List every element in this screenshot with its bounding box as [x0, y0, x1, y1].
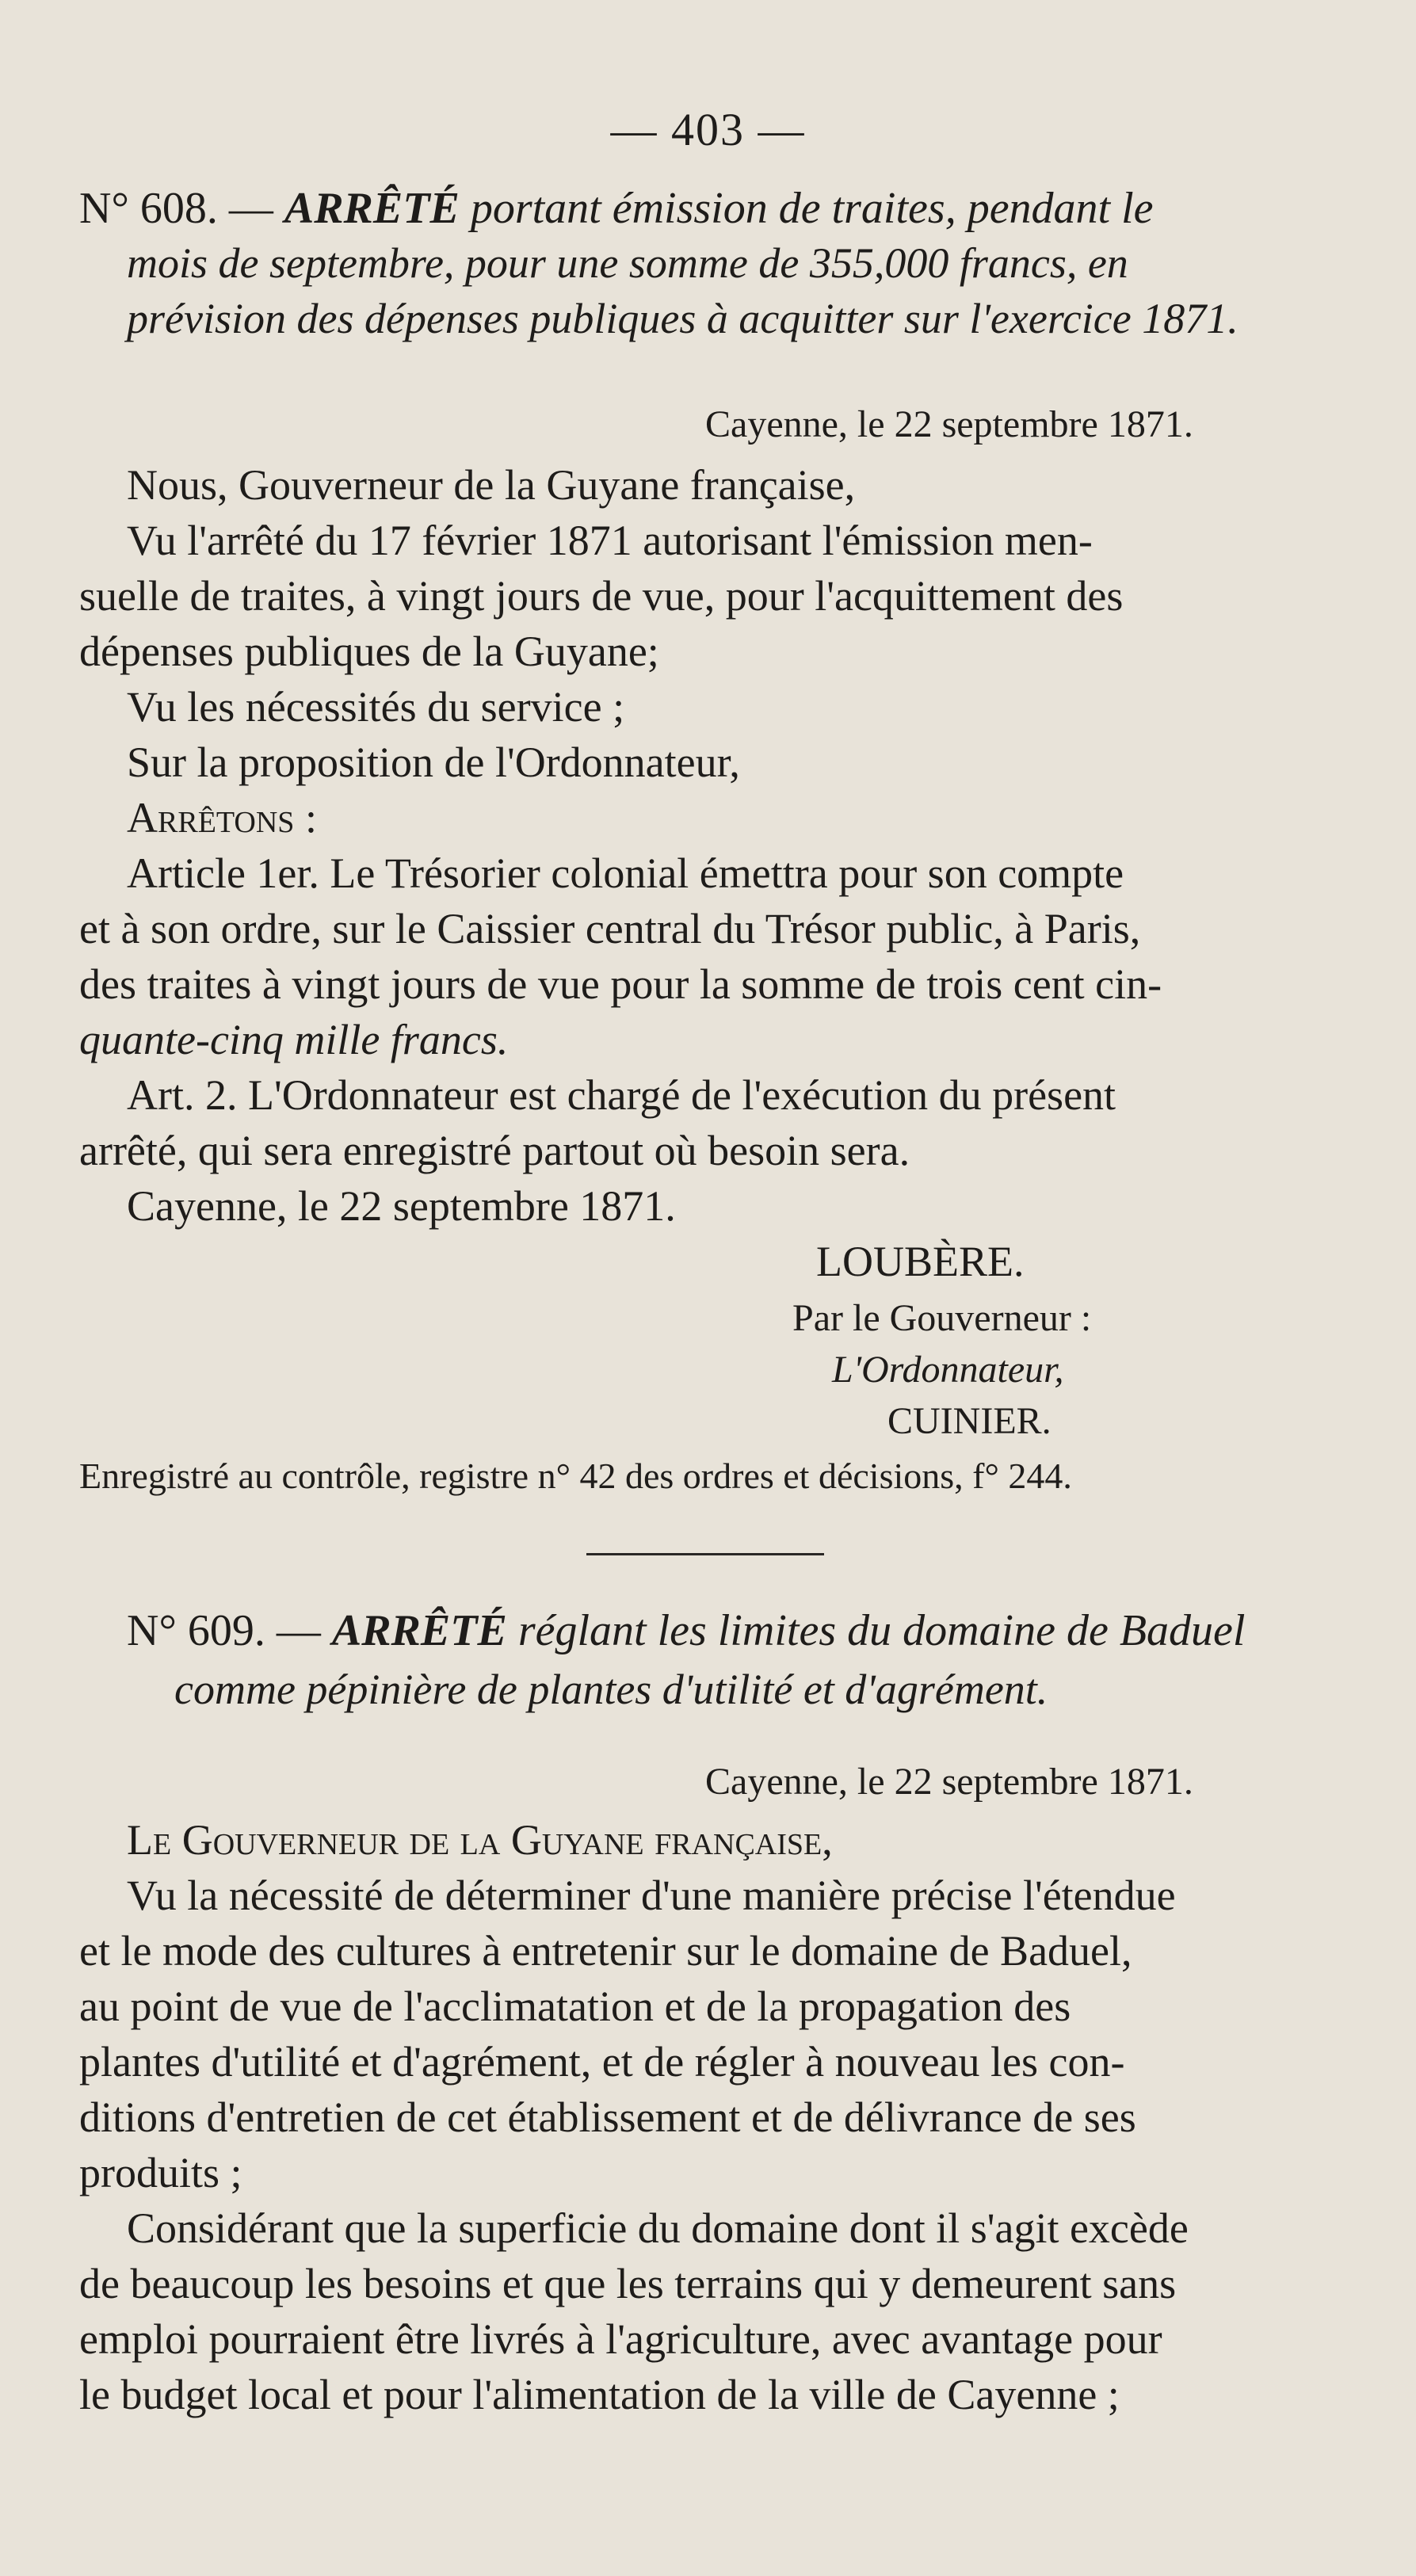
act-608-article-2-line-1: Art. 2. L'Ordonnateur est chargé de l'exécution du présent	[127, 1071, 1116, 1119]
act-608-number: N° 608.	[79, 184, 218, 233]
act-608-preamble-text: Nous, Gouverneur de la Guyane française,	[127, 461, 856, 509]
act-609-considerant-1-line-2: et le mode des cultures à entretenir sur le domaine de Baduel,	[79, 1927, 1132, 1975]
act-608-registration: Enregistré au contrôle, registre n° 42 des ordres et décisions, f° 244.	[79, 1456, 1072, 1496]
act-609-considerant-1-line-5: ditions d'entretien de cet établissement et de délivrance de ses	[79, 2093, 1136, 2141]
act-609-heading-rest: réglant les limites du domaine de Baduel	[517, 1606, 1246, 1655]
act-609-dash: —	[276, 1606, 321, 1655]
act-609-considerant-2-line-1: Considérant que la superficie du domaine dont il s'agit excède	[127, 2204, 1189, 2252]
act-608-closing-date: Cayenne, le 22 septembre 1871.	[127, 1182, 676, 1230]
page-number: — 403 —	[610, 104, 806, 155]
act-608-heading-rest: portant émission de traites, pendant le	[470, 184, 1154, 233]
act-609-title-word: ARRÊTÉ	[331, 1606, 507, 1655]
act-608-considerant-1-line-1: Vu l'arrêté du 17 février 1871 autorisant l'émission men-	[127, 517, 1093, 564]
act-608-article-2-line-2: arrêté, qui sera enregistré partout où besoin sera.	[79, 1127, 910, 1174]
act-609-heading-line-1	[127, 1606, 1246, 1655]
act-608-considerant-2: Vu les nécessités du service ;	[127, 683, 625, 731]
act-608-article-1-line-4: quante-cinq mille francs.	[79, 1016, 509, 1063]
act-608-considerant-1-line-3: dépenses publiques de la Guyane;	[79, 628, 659, 675]
act-609-considerant-2-line-3: emploi pourraient être livrés à l'agriculture, avec avantage pour	[79, 2315, 1162, 2363]
act-608-title-word: ARRÊTÉ	[284, 184, 460, 233]
act-609-considerant-1-line-1: Vu la nécessité de déterminer d'une manière précise l'étendue	[127, 1872, 1176, 1919]
act-608-preamble	[127, 461, 856, 509]
act-608-cosigner: CUINIER.	[887, 1400, 1052, 1442]
act-609-considerant-2-line-4: le budget local et pour l'alimentation de la ville de Cayenne ;	[79, 2371, 1120, 2418]
act-608-dash: —	[228, 184, 273, 233]
act-608-considerant-3: Sur la proposition de l'Ordonnateur,	[127, 738, 740, 786]
act-609-preamble: Le Gouverneur de la Guyane française,	[127, 1816, 833, 1864]
act-608-heading-line-1	[79, 186, 1154, 231]
act-608-arretons: Arrêtons :	[127, 794, 317, 841]
act-609-considerant-1-line-4: plantes d'utilité et d'agrément, et de régler à nouveau les con-	[79, 2038, 1125, 2086]
act-608-signer: LOUBÈRE.	[816, 1238, 1025, 1285]
section-divider	[586, 1553, 824, 1555]
act-608-ordonnateur: L'Ordonnateur,	[832, 1349, 1064, 1391]
act-609-considerant-1-line-6: produits ;	[79, 2149, 242, 2196]
act-608-considerant-1-line-2: suelle de traites, à vingt jours de vue, pour l'acquittement des	[79, 572, 1124, 620]
act-609-dateline: Cayenne, le 22 septembre 1871.	[705, 1761, 1193, 1803]
act-609-number: N° 609.	[127, 1606, 265, 1655]
act-609-considerant-2-line-2: de beaucoup les besoins et que les terrains qui y demeurent sans	[79, 2260, 1177, 2307]
act-609-considerant-1-line-3: au point de vue de l'acclimatation et de la propagation des	[79, 1983, 1071, 2030]
act-609-heading-line-2: comme pépinière de plantes d'utilité et d'agrément.	[174, 1666, 1048, 1713]
act-608-dateline: Cayenne, le 22 septembre 1871.	[705, 403, 1193, 445]
act-608-heading-line-2: mois de septembre, pour une somme de 355,000 francs, en	[127, 239, 1128, 287]
act-608-article-1-line-3: des traites à vingt jours de vue pour la somme de trois cent cin-	[79, 960, 1162, 1008]
act-608-heading-line-3: prévision des dépenses publiques à acquitter sur l'exercice 1871.	[127, 295, 1239, 342]
act-608-article-1-line-2: et à son ordre, sur le Caissier central du Trésor public, à Paris,	[79, 905, 1141, 952]
act-608-par-le-gouverneur: Par le Gouverneur :	[792, 1297, 1092, 1339]
act-608-article-1-line-1: Article 1er. Le Trésorier colonial émettra pour son compte	[127, 849, 1124, 897]
